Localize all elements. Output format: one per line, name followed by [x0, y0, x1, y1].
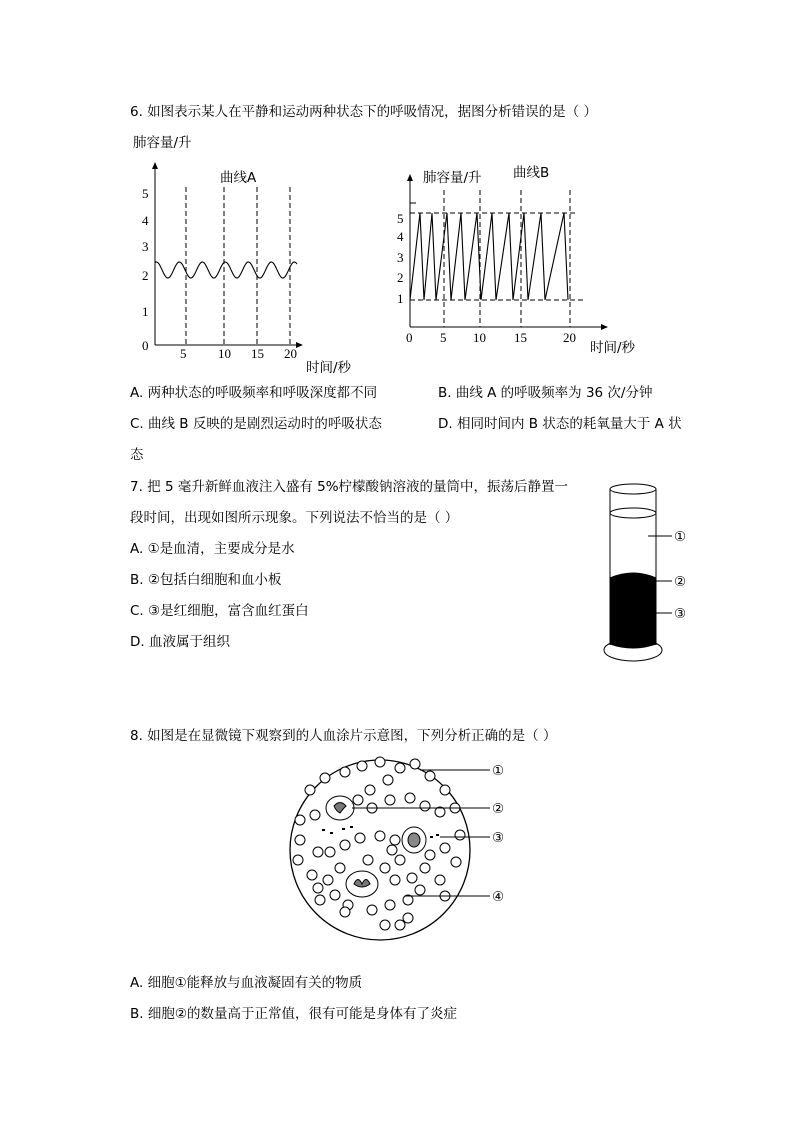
- chart-a-ytick: 2: [142, 268, 149, 283]
- red-blood-cell: [340, 840, 350, 850]
- red-blood-cell: [367, 905, 377, 915]
- chart-a-xtick: 20: [284, 346, 297, 361]
- red-blood-cell: [325, 847, 335, 857]
- red-blood-cell: [310, 810, 320, 820]
- red-blood-cell: [410, 759, 420, 769]
- red-blood-cell: [390, 835, 400, 845]
- red-blood-cell: [407, 873, 417, 883]
- q7-option-c[interactable]: C. ③是红细胞，富含血红蛋白: [130, 603, 309, 619]
- chart-a-ylabel: 肺容量/升: [133, 135, 192, 151]
- chart-a-title: 曲线A: [220, 170, 257, 186]
- red-blood-cell: [355, 833, 365, 843]
- red-blood-cell: [340, 907, 350, 917]
- red-blood-cell: [420, 801, 430, 811]
- chart-b-xtick: 15: [514, 330, 527, 345]
- chart-a-ytick: 0: [142, 338, 149, 353]
- chart-b-xtick: 0: [406, 330, 413, 345]
- chart-a-ytick: 5: [142, 186, 149, 201]
- red-blood-cell: [383, 775, 393, 785]
- red-blood-cell: [403, 913, 413, 923]
- red-blood-cell: [440, 843, 450, 853]
- red-blood-cell: [295, 835, 305, 845]
- curve-b: [410, 213, 568, 300]
- red-blood-cell: [313, 883, 323, 893]
- smear-label-3: ③: [492, 830, 505, 846]
- chart-b-xtick: 20: [563, 330, 576, 345]
- chart-a-xtick: 15: [251, 346, 264, 361]
- chart-b-ytick: 4: [397, 229, 404, 244]
- chart-b-ytick: 2: [397, 270, 404, 285]
- q7-option-a[interactable]: A. ①是血清，主要成分是水: [130, 541, 295, 557]
- red-blood-cell: [425, 850, 435, 860]
- q7-option-d[interactable]: D. 血液属于组织: [130, 634, 230, 650]
- red-blood-cell: [440, 785, 450, 795]
- chart-b-ylabel: 肺容量/升: [423, 170, 482, 186]
- label-3: ③: [674, 606, 687, 622]
- red-blood-cell: [380, 920, 390, 930]
- chart-a-ytick: 3: [142, 239, 149, 254]
- red-blood-cell: [295, 815, 305, 825]
- chart-b-ytick: 3: [397, 250, 404, 265]
- red-blood-cell: [305, 785, 315, 795]
- chart-b-ytick: 5: [397, 211, 404, 226]
- red-blood-cell: [395, 920, 405, 930]
- red-blood-cell: [330, 890, 340, 900]
- label-1: ①: [674, 529, 687, 545]
- red-blood-cell: [357, 761, 367, 771]
- chart-a-ytick: 1: [142, 304, 149, 319]
- label-2: ②: [674, 574, 687, 590]
- q7-stem-line1: 7. 把 5 毫升新鲜血液注入盛有 5%柠檬酸钠溶液的量筒中，振荡后静置一: [130, 479, 569, 495]
- red-blood-cell: [307, 870, 317, 880]
- chart-a-xlabel: 时间/秒: [306, 360, 352, 376]
- q8-option-a[interactable]: A. 细胞①能释放与血液凝固有关的物质: [130, 975, 363, 991]
- red-blood-cell: [365, 785, 375, 795]
- red-blood-cell: [415, 885, 425, 895]
- q6-option-b[interactable]: B. 曲线 A 的呼吸频率为 36 次/分钟: [438, 385, 653, 401]
- red-blood-cell: [395, 763, 405, 773]
- chart-b-xtick: 5: [440, 330, 447, 345]
- red-blood-cell: [405, 793, 415, 803]
- red-blood-cell: [390, 875, 400, 885]
- red-blood-cell: [455, 830, 465, 840]
- red-blood-cell: [375, 757, 385, 767]
- q8-stem: 8. 如图是在显微镜下观察到的人血涂片示意图，下列分析正确的是（ ）: [130, 728, 557, 744]
- chart-b: [397, 164, 636, 356]
- red-blood-cell: [293, 855, 303, 865]
- red-blood-cell: [451, 857, 461, 867]
- graduated-cylinder: [604, 484, 672, 661]
- q6-option-d[interactable]: D. 相同时间内 B 状态的耗氧量大于 A 状: [438, 416, 682, 432]
- red-blood-cell: [435, 875, 445, 885]
- red-blood-cell: [353, 795, 363, 805]
- q7-stem-line2: 段时间，出现如图所示现象。下列说法不恰当的是（ ）: [130, 510, 459, 526]
- q6-option-a[interactable]: A. 两种状态的呼吸频率和呼吸深度都不同: [130, 385, 378, 401]
- q7-option-b[interactable]: B. ②包括白细胞和血小板: [130, 572, 282, 588]
- chart-b-xtick: 10: [473, 330, 486, 345]
- red-blood-cell: [420, 863, 430, 873]
- red-blood-cell: [363, 855, 373, 865]
- red-blood-cell: [395, 855, 405, 865]
- chart-b-ytick: 1: [397, 291, 404, 306]
- red-blood-cell: [323, 875, 333, 885]
- chart-a-xtick: 5: [180, 346, 187, 361]
- red-blood-cell: [385, 795, 395, 805]
- chart-a: [142, 163, 352, 376]
- q6-stem: 6. 如图表示某人在平静和运动两种状态下的呼吸情况，据图分析错误的是（ ）: [130, 104, 597, 120]
- red-blood-cell: [380, 863, 390, 873]
- red-blood-cell: [340, 767, 350, 777]
- red-blood-cell: [335, 863, 345, 873]
- smear-label-4: ④: [492, 889, 505, 905]
- red-blood-cell: [320, 773, 330, 783]
- red-blood-cell: [425, 771, 435, 781]
- q8-option-b[interactable]: B. 细胞②的数量高于正常值，很有可能是身体有了炎症: [130, 1006, 457, 1022]
- red-blood-cell: [375, 831, 385, 841]
- q6-option-d-cont: 态: [130, 447, 144, 463]
- curve-a: [155, 262, 297, 278]
- chart-b-title: 曲线B: [513, 165, 550, 181]
- red-blood-cell: [315, 895, 325, 905]
- blood-smear: [290, 757, 490, 940]
- chart-a-ytick: 4: [142, 213, 149, 228]
- red-blood-cell: [313, 847, 323, 857]
- red-blood-cell: [387, 845, 397, 855]
- chart-b-xlabel: 时间/秒: [590, 340, 636, 356]
- smear-label-1: ①: [492, 763, 505, 779]
- smear-label-2: ②: [492, 801, 505, 817]
- chart-a-xtick: 10: [218, 346, 231, 361]
- red-blood-cell: [385, 900, 395, 910]
- q6-option-c[interactable]: C. 曲线 B 反映的是剧烈运动时的呼吸状态: [130, 416, 382, 432]
